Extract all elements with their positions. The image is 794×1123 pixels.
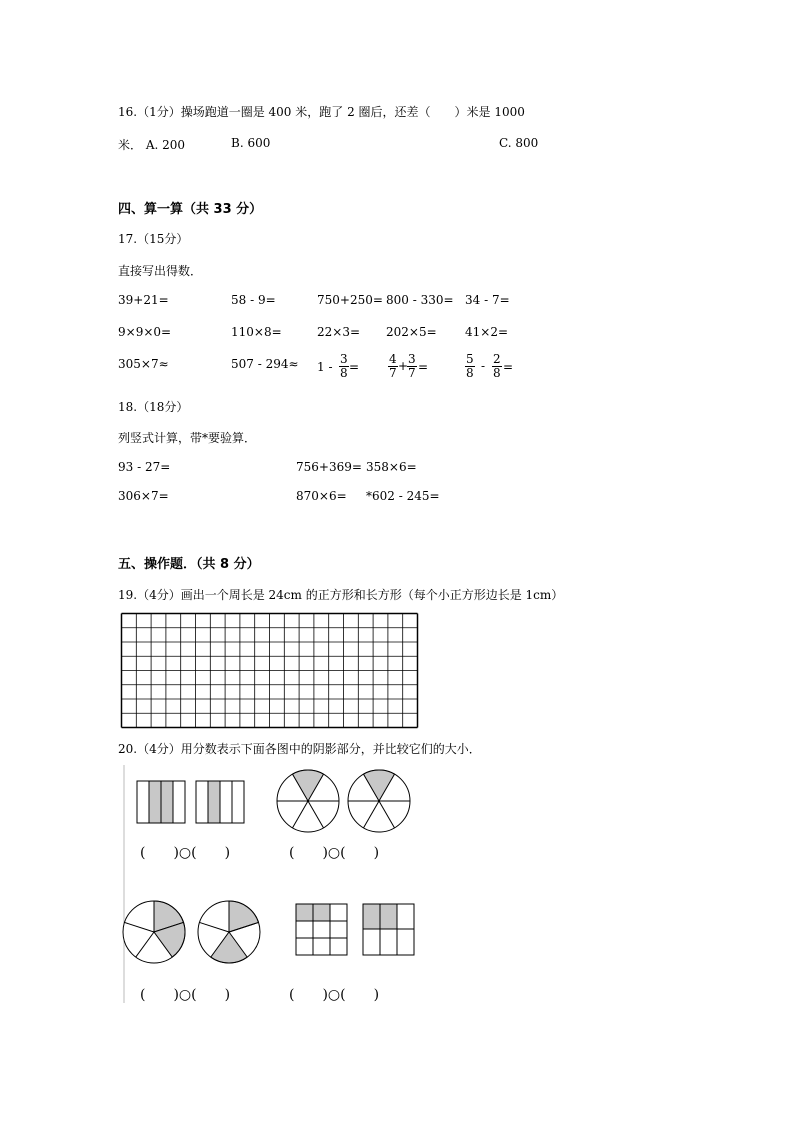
q20-circle-b1 — [277, 770, 339, 832]
q20-compare-blank-1[interactable]: ( )○( ) — [140, 845, 231, 861]
q20-grid-d2 — [363, 904, 414, 955]
q19-grid[interactable] — [120, 612, 420, 730]
q17-f1-suffix: = — [349, 360, 360, 374]
q17-f1-num: 3 — [340, 352, 348, 366]
q20-compare-blank-3[interactable]: ( )○( ) — [140, 987, 231, 1003]
q17-r3-c2: 507 - 294≈ — [231, 357, 299, 371]
q18-header: 18.（18分） — [118, 400, 189, 414]
q20-circle-b2 — [348, 770, 410, 832]
q17-r2-c4: 202×5= — [386, 325, 437, 339]
q16-option-a: 米． A. 200 — [118, 138, 186, 152]
q17-f3-num1: 5 — [466, 352, 474, 366]
q17-r2-c3: 22×3= — [317, 325, 361, 339]
q20-rect-a2 — [196, 781, 244, 823]
q17-header: 17.（15分） — [118, 232, 189, 246]
q20-compare-blank-4[interactable]: ( )○( ) — [289, 987, 380, 1003]
q16-line2 — [118, 136, 185, 153]
q17-f2-fraction-a — [388, 353, 398, 380]
q17-f2-den1: 7 — [389, 366, 397, 380]
q17-f3-op: - — [481, 359, 486, 373]
q17-f3-den2: 8 — [493, 366, 501, 380]
q17-f3-suffix: = — [503, 360, 514, 374]
q20-text: 20.（4分）用分数表示下面各图中的阴影部分，并比较它们的大小． — [118, 742, 481, 756]
q17-f2-den2: 7 — [408, 366, 416, 380]
q17-f2-num2: 3 — [408, 352, 416, 366]
section4-title: 四、算一算（共 33 分） — [118, 202, 263, 217]
section5-title: 五、操作题．（共 8 分） — [118, 557, 260, 572]
q17-f2-fraction-b — [407, 353, 417, 380]
q17-r1-c2: 58 - 9= — [231, 293, 276, 307]
q17-f2-suffix: = — [418, 360, 429, 374]
q20-circle-c2 — [198, 901, 260, 963]
q17-f1-fraction — [339, 353, 349, 380]
q19-text: 19.（4分）画出一个周长是 24cm 的正方形和长方形（每个小正方形边长是 1cm） — [118, 588, 564, 602]
q17-f3-fraction-a — [465, 353, 475, 380]
q18-r2-c1: 306×7= — [118, 489, 169, 503]
q17-f1-den: 8 — [340, 366, 348, 380]
q17-r2-c2: 110×8= — [231, 325, 282, 339]
q17-f3-num2: 2 — [493, 352, 501, 366]
q17-instruction: 直接写出得数． — [118, 264, 203, 278]
q16-line1: 16.（1分）操场跑道一圈是 400 米，跑了 2 圈后，还差（ ）米是 1000 — [118, 105, 525, 119]
q20-figures — [115, 765, 425, 1010]
q17-r1-c5: 34 - 7= — [465, 293, 510, 307]
q17-r2-c1: 9×9×0= — [118, 325, 172, 339]
q17-r1-c3: 750+250= — [317, 293, 383, 307]
q20-rect-a1 — [137, 781, 185, 823]
q17-f2-op: + — [398, 359, 409, 373]
q20-compare-blank-2[interactable]: ( )○( ) — [289, 845, 380, 861]
q17-f3-fraction-b — [492, 353, 502, 380]
q18-r1-c2: 756+369= — [296, 460, 362, 474]
q17-r1-c4: 800 - 330= — [386, 293, 454, 307]
q17-f3-den1: 8 — [466, 366, 474, 380]
q17-r3-c1: 305×7≈ — [118, 357, 169, 371]
q16-option-b: B. 600 — [231, 136, 271, 150]
q18-instruction: 列竖式计算，带*要验算． — [118, 431, 257, 445]
q17-r2-c5: 41×2= — [465, 325, 509, 339]
q17-f2-num1: 4 — [389, 352, 397, 366]
q18-r1-c3: 358×6= — [366, 460, 417, 474]
q20-grid-d1 — [296, 904, 347, 955]
q17-r1-c1: 39+21= — [118, 293, 169, 307]
q18-r1-c1: 93 - 27= — [118, 460, 171, 474]
q18-r2-c2: 870×6= — [296, 489, 347, 503]
q17-f1-prefix: 1 - — [317, 360, 333, 374]
q20-circle-c1 — [123, 901, 185, 963]
q16-option-c: C. 800 — [499, 136, 539, 150]
q18-r2-c3: *602 - 245= — [366, 489, 440, 503]
